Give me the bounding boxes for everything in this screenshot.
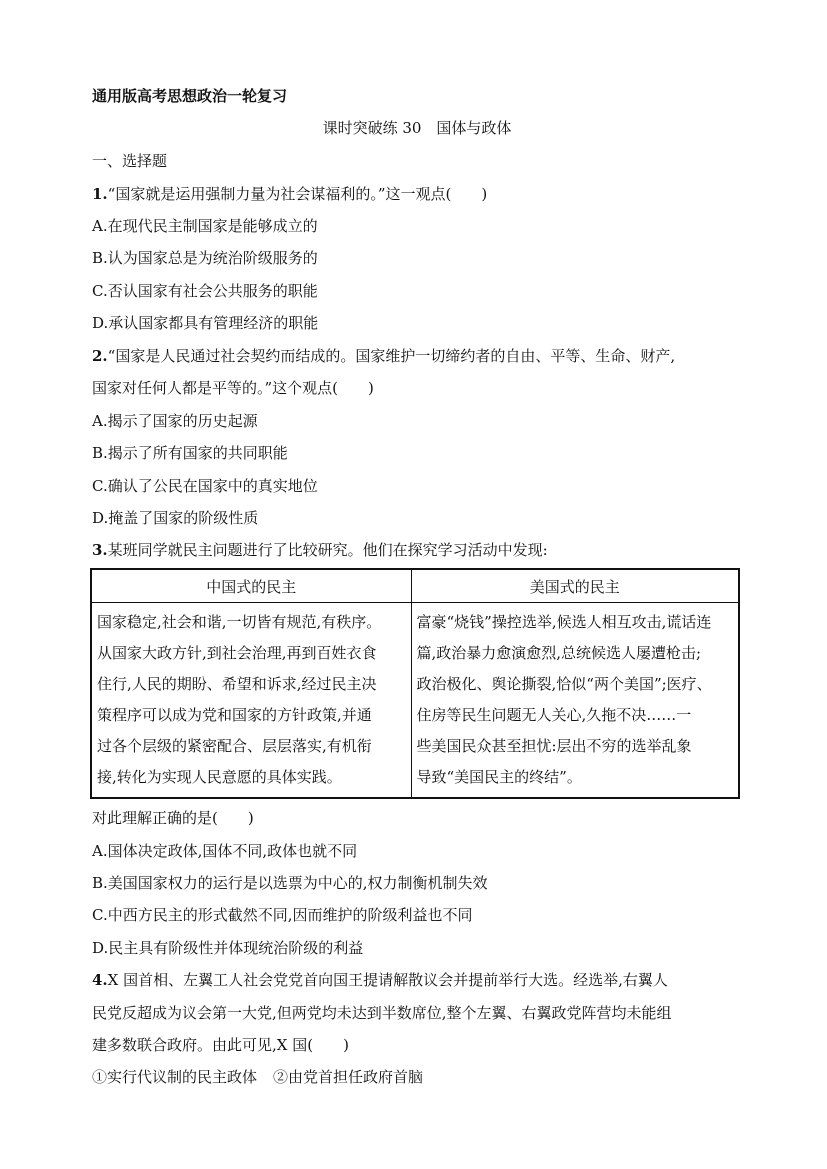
question-3-ask: 对此理解正确的是( ) <box>92 809 254 827</box>
q1-option-a: A.在现代民主制国家是能够成立的 <box>92 217 318 235</box>
statement-1-mark: ① <box>92 1068 108 1086</box>
q4-statements <box>92 1067 742 1087</box>
question-text: X 国首相、左翼工人社会党党首向国王提请解散议会并提前举行大选。经选举,右翼人 <box>107 971 668 989</box>
table-cell-line: 接,转化为实现人民意愿的具体实践。 <box>97 768 342 786</box>
question-2-stem-line-2: 国家对任何人都是平等的。”这个观点( ) <box>92 379 374 397</box>
q2-option-a: A.揭示了国家的历史起源 <box>92 412 258 430</box>
question-4-stem-line-3: 建多数联合政府。由此可见,X 国( ) <box>92 1036 349 1054</box>
q3-option-b: B.美国国家权力的运行是以选票为中心的,权力制衡机制失效 <box>92 874 488 892</box>
table-cell-line: 住房等民生问题无人关心,久拖不决……一 <box>416 706 692 724</box>
table-cell-line: 从国家大政方针,到社会治理,再到百姓衣食 <box>97 644 377 662</box>
statement-1: 实行代议制的民主政体 <box>107 1068 258 1086</box>
table-cell-line: 策程序可以成为党和国家的方针政策,并通 <box>97 706 372 724</box>
question-text: “国家就是运用强制力量为社会谋福利的。”这一观点( ) <box>107 185 488 203</box>
question-2-stem-line-1 <box>92 346 742 366</box>
table-cell-line: 政治极化、舆论撕裂,恰似“两个美国”;医疗、 <box>416 675 712 693</box>
q1-option-b: B.认为国家总是为统治阶级服务的 <box>92 249 318 267</box>
table-cell-line: 些美国民众甚至担忧:层出不穷的选举乱象 <box>416 737 692 755</box>
q2-option-d: D.掩盖了国家的阶级性质 <box>92 509 259 527</box>
question-1-stem <box>92 184 742 204</box>
question-text: “国家是人民通过社会契约而结成的。国家维护一切缔约者的自由、平等、生命、财产, <box>107 347 676 365</box>
question-number: 4. <box>92 971 108 989</box>
q2-option-c: C.确认了公民在国家中的真实地位 <box>92 477 318 495</box>
table-header-china: 中国式的民主 <box>91 569 411 603</box>
q1-option-d: D.承认国家都具有管理经济的职能 <box>92 314 319 332</box>
question-number: 2. <box>92 347 108 365</box>
q2-option-b: B.揭示了所有国家的共同职能 <box>92 444 288 462</box>
question-number: 1. <box>92 185 108 203</box>
table-cell-line: 住行,人民的期盼、希望和诉求,经过民主决 <box>97 675 377 693</box>
q1-option-c: C.否认国家有社会公共服务的职能 <box>92 282 318 300</box>
section-heading: 一、选择题 <box>92 152 168 170</box>
table-header-row <box>91 569 739 603</box>
table-cell-line: 富豪“烧钱”操控选举,候选人相互攻击,谎话连 <box>416 613 712 631</box>
question-number: 3. <box>92 541 108 559</box>
q3-option-d: D.民主具有阶级性并体现统治阶级的利益 <box>92 939 364 957</box>
table-cell-line: 过各个层级的紧密配合、层层落实,有机衔 <box>97 737 372 755</box>
usa-democracy-cell <box>411 603 739 799</box>
table-cell-line: 导致“美国民主的终结”。 <box>416 768 582 786</box>
q3-option-a: A.国体决定政体,国体不同,政体也就不同 <box>92 842 358 860</box>
table-cell-line: 篇,政治暴力愈演愈烈,总统候选人屡遭枪击; <box>416 644 702 662</box>
question-text: 某班同学就民主问题进行了比较研究。他们在探究学习活动中发现: <box>107 541 548 559</box>
comparison-table <box>90 568 740 799</box>
page-title: 课时突破练 30 国体与政体 <box>322 119 512 137</box>
statement-2-mark: ② <box>273 1068 289 1086</box>
question-4-stem-line-2: 民党反超成为议会第一大党,但两党均未达到半数席位,整个左翼、右翼政党阵营均未能组 <box>92 1004 672 1022</box>
table-header-usa: 美国式的民主 <box>411 569 739 603</box>
question-4-stem-line-1 <box>92 970 742 990</box>
china-democracy-cell <box>91 603 411 799</box>
q3-option-c: C.中西方民主的形式截然不同,因而维护的阶级利益也不同 <box>92 906 473 924</box>
table-cell-line: 国家稳定,社会和谐,一切皆有规范,有秩序。 <box>97 613 382 631</box>
series-title: 通用版高考思想政治一轮复习 <box>92 87 288 105</box>
statement-2: 由党首担任政府首脑 <box>288 1068 424 1086</box>
question-3-stem <box>92 540 742 560</box>
table-row <box>91 603 739 799</box>
